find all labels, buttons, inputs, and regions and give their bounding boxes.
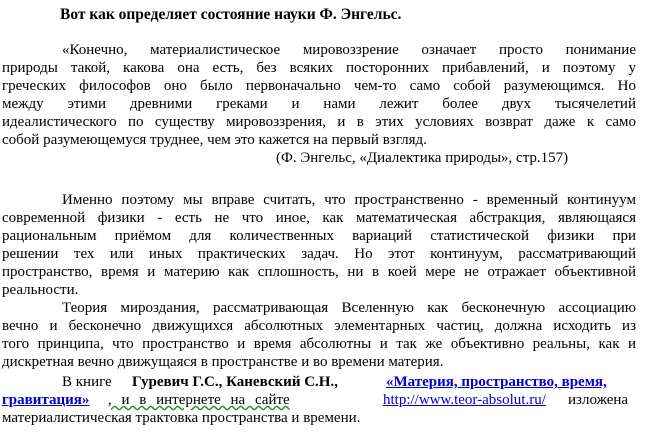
quote-citation: (Ф. Энгельс, «Диалектика природы», стр.157): [276, 150, 569, 166]
paragraph-line: рациональным приёмом для количественных вариаций статистической физики при: [2, 228, 636, 244]
paragraph-line: Именно поэтому мы вправе считать, что пространственно - временный континуум: [62, 192, 636, 208]
site-outro-text: изложена: [568, 392, 629, 408]
quote-line: между этими древними греками и нами лежит более двух тысячелетий: [2, 96, 636, 112]
website-url-link[interactable]: http://www.teor-absolut.ru/: [383, 392, 546, 408]
paragraph-line: Теория мироздания, рассматривающая Вселенную как бесконечную ассоциацию: [62, 300, 636, 316]
paragraph-line: решении тех или иных практических задач. Но этот континуум, рассматривающий: [2, 246, 636, 262]
book-title-link[interactable]: «Материя, пространство, время,: [386, 374, 607, 390]
quote-line: природы такой, какова она есть, без всяких посторонних прибавлений, и поэтому у: [2, 60, 636, 76]
book-intro: В книге: [62, 374, 112, 390]
quote-line: идеалистического по существу мировоззрения, и в этих условиях возврат даже к само: [2, 114, 636, 130]
paragraph-line: реальности.: [2, 282, 79, 298]
quote-line: собой разумеющемуся труднее, чем это кажется на первый взгляд.: [2, 132, 427, 148]
paragraph-line: современной физики - есть не что иное, как математическая абстракция, являющаяся: [2, 210, 636, 226]
book-authors: Гуревич Г.С., Каневский С.Н.,: [132, 374, 338, 390]
site-intro-text: , и в интернете на сайте: [108, 392, 290, 408]
book-title-link-continued[interactable]: гравитация»: [2, 392, 90, 408]
quote-line: греческих философов оно было первоначально чем-то само собой разумеющимся. Но: [2, 78, 636, 94]
paragraph-line: дискретная вечно движущаяся в пространстве и во времени материя.: [2, 354, 444, 370]
quote-line: «Конечно, материалистическое мировоззрение означает просто понимание: [62, 42, 636, 58]
paragraph-line: того принципа, что пространство и время абсолютны и так же объективно реальны, как и: [2, 336, 636, 352]
paragraph-line: материалистическая трактовка пространства и времени.: [2, 410, 361, 426]
paragraph-line: пространство, время и материю как сплошность, ни в коей мере не отражает объективной: [2, 264, 636, 280]
paragraph-line: вечно и бесконечно движущихся абсолютных элементарных частиц, должна исходить из: [2, 318, 636, 334]
document-heading: Вот как определяет состояние науки Ф. Энгельс.: [60, 6, 402, 23]
